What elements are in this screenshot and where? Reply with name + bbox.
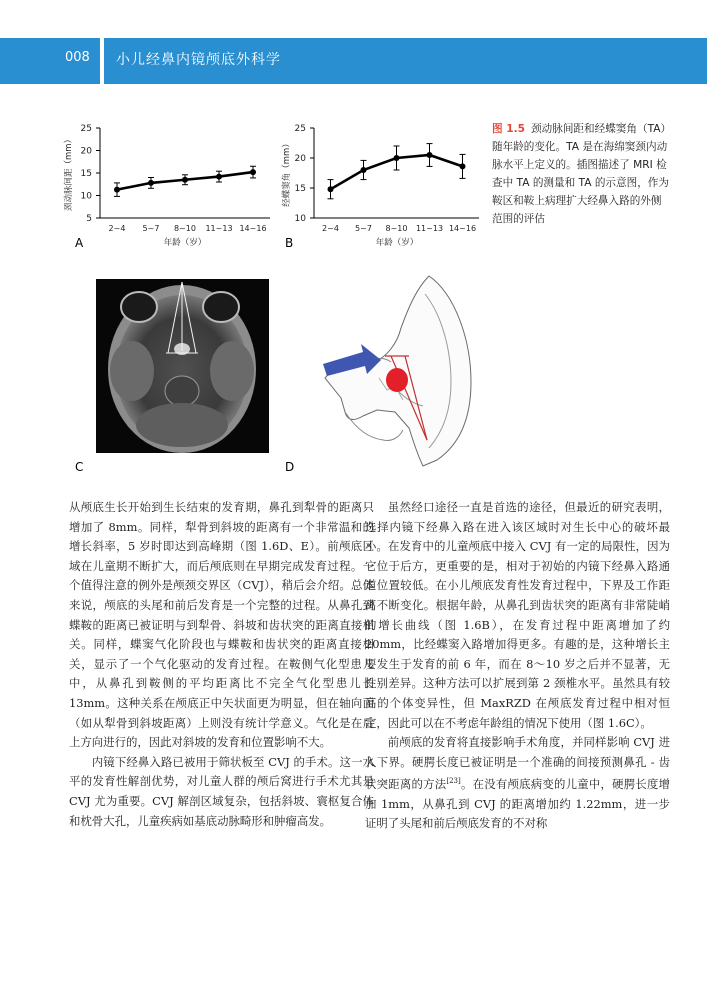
chart-b-xtick-label: 14~16 — [448, 224, 477, 233]
body-right-column — [365, 498, 670, 834]
sella-lesion — [386, 368, 408, 392]
chart-b — [279, 118, 489, 258]
chart-b-data-point — [361, 167, 367, 173]
chart-a-ytick-label: 10 — [80, 191, 92, 202]
skull-schematic — [305, 270, 475, 470]
chart-a-data-point — [114, 187, 120, 193]
mri-right-temporal-lobe — [210, 341, 254, 401]
chart-a-xtick-label: 2~4 — [108, 224, 126, 233]
chart-b-data-point — [460, 163, 466, 169]
mri-axial-image — [96, 279, 269, 453]
figure-id: 图 1.5 — [492, 123, 526, 135]
chart-a — [60, 118, 282, 258]
chart-a-xtick-label: 14~16 — [239, 224, 267, 233]
chart-a-data-point — [182, 177, 188, 183]
book-title: 小儿经鼻内镜颅底外科学 — [116, 52, 281, 68]
body-left-column — [69, 498, 374, 831]
chart-b-xtick-label: 8~10 — [385, 224, 408, 233]
figure-caption — [492, 120, 672, 228]
panel-label-d: D — [285, 460, 295, 474]
panel-label-a: A — [75, 236, 84, 250]
mri-drawing — [96, 279, 269, 453]
chart-a-ytick-label: 20 — [80, 146, 92, 157]
chart-a-ytick-label: 15 — [80, 169, 92, 179]
panel-label-c: C — [75, 460, 84, 474]
chart-b-x-label: 年龄（岁） — [375, 238, 419, 248]
chart-b-xtick-label: 2~4 — [322, 224, 339, 233]
right-paragraph-2 — [365, 733, 670, 834]
chart-a-xtick-label: 11~13 — [205, 224, 233, 233]
mri-left-temporal-lobe — [110, 341, 154, 401]
chart-b-y-label: 经蝶窦角（mm） — [282, 139, 292, 207]
citation-23: [23] — [446, 777, 461, 786]
right-paragraph-1: 虽然经口途径一直是首选的途径，但最近的研究表明，选择内镜下经鼻入路在进入该区域时对生长中心的破坏最小。在发育中的儿童颅底中接入 CVJ 有一定的局限性，因为它位于后方，更重要的是，相对于初始的内镜下经鼻入路通道位置较低。在小儿颅底发育性发育过程中，下界及工作距离不断变化。根据年龄，从鼻孔到齿状突的距离有非常陡峭的增长曲线（图 1.6B），在发育过程中距离增加了约 20mm，比经蝶窦入路增加得更多。有趣的是，这种增长主要发生于发育的前 6 年，而在 8～10 岁之后并不显著，无性别差异。这种方法可以扩展到第 2 颈椎水平。虽然具有较高的个体变异性，但 MaxRZD 在颅底发育过程中相对恒定，因此可以在不考虑年龄组的情况下使用（图 1.6C）。 — [365, 500, 670, 730]
chart-b-data-point — [394, 155, 400, 161]
page-number: 008 — [65, 50, 90, 65]
chart-b-xtick-label: 5~7 — [355, 224, 372, 233]
mri-cerebellum — [136, 403, 228, 447]
left-paragraph-1: 从颅底生长开始到生长结束的发育期，鼻孔到犁骨的距离只增加了 8mm。同样，犁骨到斜坡的距离有一个非常温和的增长斜率，5 岁时即达到高峰期（图 1.6D、E）。前颅底区域在儿童期不断扩大，而后颅底则在早期完成发育过程。一个值得注意的例外是颅颈交界区（CVJ），稍后会介绍。总体来说，颅底的头尾和前后发育是一个完整的过程。从鼻孔到蝶鞍的距离已被证明与到犁骨、斜坡和齿状突的距离直接相关。同样，蝶窦气化阶段也与蝶鞍和齿状突的距离直接相关，显示了一个气化驱动的发育过程。在鞍侧气化型患儿中，从鼻孔到鞍侧的平均距离比不完全气化型患儿长 13mm。这种关系在颅底正中矢状面更为明显，但在轴向面（如从犁骨到斜坡距离）上则没有统计学意义。气化是在后上方向进行的，因此对斜坡的发育和位置影响不大。 — [69, 500, 374, 750]
chart-b-ytick-label: 20 — [294, 154, 306, 164]
right-paragraph-2-tail: 。在没有颅底病变的儿童中，硬腭长度增加 1mm，从鼻孔到 CVJ 的距离增加约 1.22mm，进一步证明了头尾和前后颅底发育的不对称 — [365, 777, 670, 831]
chart-a-x-label: 年龄（岁） — [163, 238, 207, 248]
chart-b-xtick-label: 11~13 — [415, 224, 444, 233]
book-title-bar — [104, 38, 707, 84]
chart-b-data-point — [328, 186, 334, 192]
mri-right-eye — [203, 292, 239, 322]
right-paragraph-2-text: 前颅底的发育将直接影响手术角度，并同样影响 CVJ 进入下界。硬腭长度已被证明是一个准确的间接预测鼻孔 - 齿状突距离的方法 — [365, 735, 670, 792]
mri-brainstem — [165, 376, 199, 406]
chart-a-xtick-label: 5~7 — [142, 224, 160, 233]
chart-b-ytick-label: 25 — [294, 124, 306, 134]
chart-a-data-point — [216, 174, 222, 180]
page-number-box — [0, 38, 100, 84]
chart-a-y-label: 颈动脉间距（mm） — [64, 134, 74, 212]
chart-a-data-point — [148, 180, 154, 186]
mri-left-eye — [121, 292, 157, 322]
panel-label-b: B — [285, 236, 294, 250]
chart-b-data-point — [427, 152, 433, 158]
left-paragraph-2: 内镜下经鼻入路已被用于筛状板至 CVJ 的手术。这一水平的发育性解剖优势，对儿童人群的颅后窝进行手术尤其是 CVJ 尤为重要。CVJ 解剖区域复杂，包括斜坡、寰枢复合体和枕骨大孔，儿童疾病如基底动脉畸形和肿瘤高发。 — [69, 754, 374, 828]
page-header — [0, 0, 707, 84]
chart-a-data-point — [250, 169, 256, 175]
chart-b-ytick-label: 10 — [294, 214, 306, 224]
chart-a-ytick-label: 5 — [86, 214, 92, 224]
figure-caption-text: 颈动脉间距和经蝶窦角（TA）随年龄的变化。TA 是在海绵窦颈内动脉水平上定义的。插图描述了 MRI 检查中 TA 的测量和 TA 的示意图，作为鞍区和鞍上病理扩大经鼻入路的外侧范围的评估 — [492, 123, 672, 225]
chart-a-xtick-label: 8~10 — [174, 224, 196, 233]
chart-a-ytick-label: 25 — [80, 124, 92, 134]
chart-b-ytick-label: 15 — [294, 184, 306, 194]
